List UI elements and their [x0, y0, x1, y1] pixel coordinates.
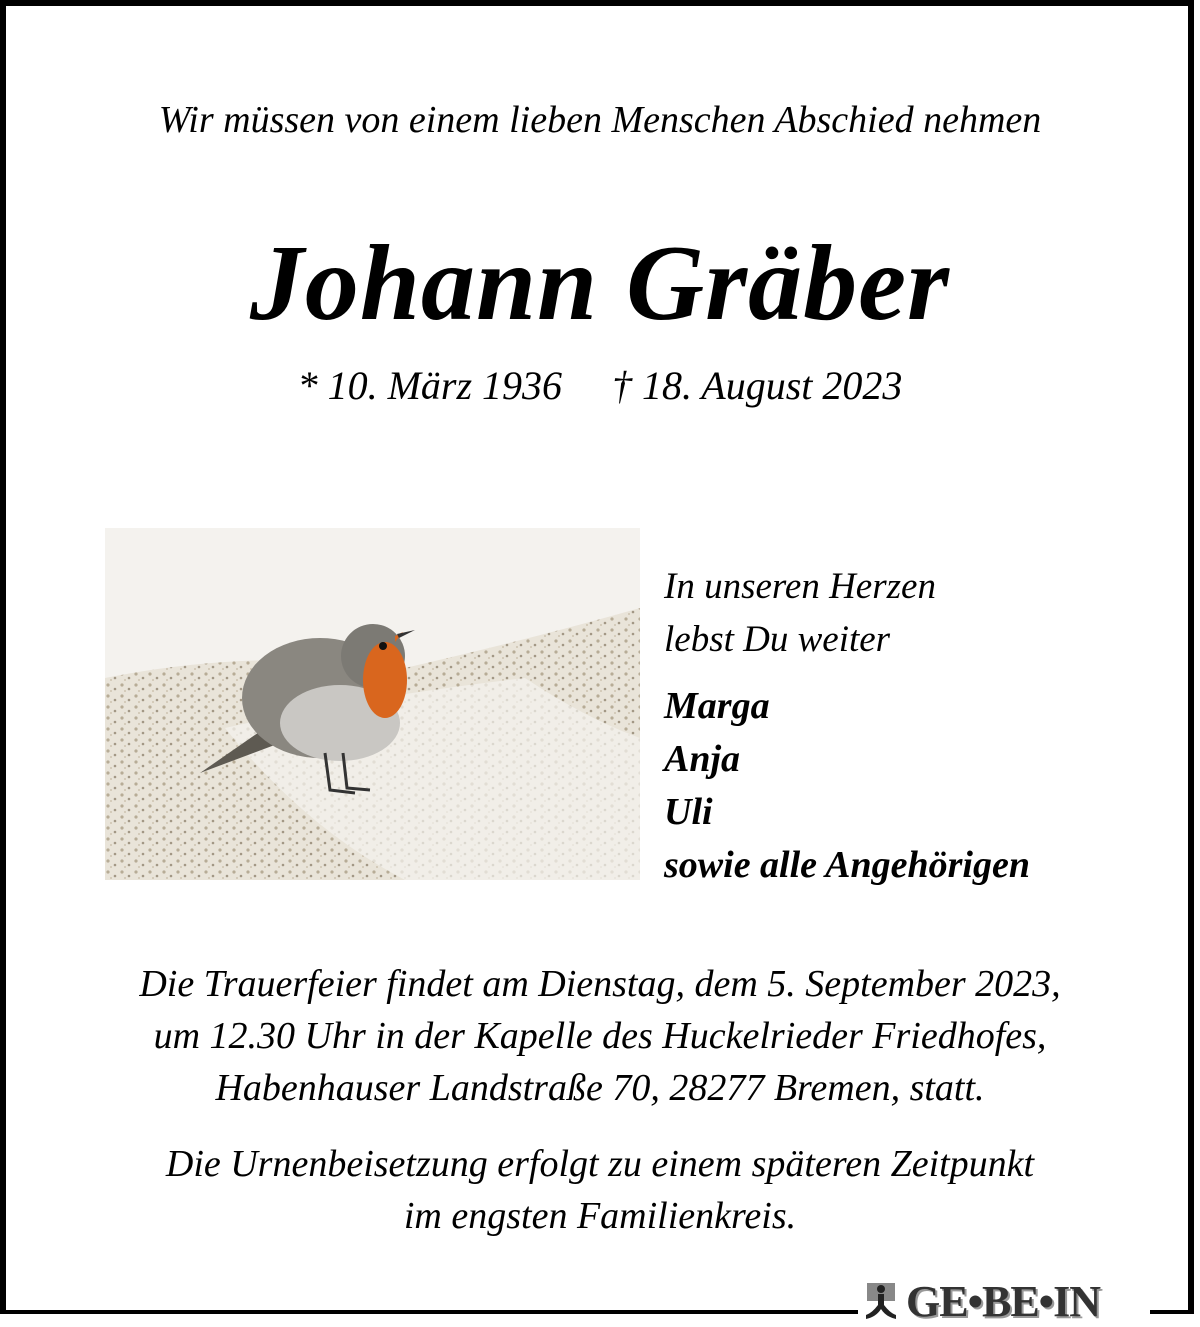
robin-photo — [105, 528, 640, 880]
urn-line: Die Urnenbeisetzung erfolgt zu einem späteren Zeitpunkt — [165, 1143, 1035, 1185]
life-dates — [0, 362, 1200, 409]
death-date: † 18. August 2023 — [612, 363, 903, 408]
bottom-border-right — [1150, 1310, 1194, 1314]
intro-text: Wir müssen von einem lieben Menschen Abschied nehmen — [158, 99, 1042, 141]
motto-line: lebst Du weiter — [664, 619, 891, 660]
mourner: Uli — [664, 791, 713, 833]
ceremony-line: Die Trauerfeier findet am Dienstag, dem 5. September 2023, — [139, 963, 1061, 1005]
bottom-border-left — [0, 1310, 860, 1314]
birth-date: * 10. März 1936 — [297, 363, 563, 408]
logo-text: GE•BE•IN — [906, 1276, 1100, 1326]
mourners-list — [664, 680, 1030, 892]
mourner: Marga — [664, 685, 770, 727]
ceremony-line: um 12.30 Uhr in der Kapelle des Huckelrieder Friedhofes, — [153, 1015, 1047, 1057]
gebein-logo — [858, 1276, 1106, 1326]
motto-line: In unseren Herzen — [664, 566, 936, 607]
mourner: Anja — [664, 738, 741, 780]
ceremony-line: Habenhauser Landstraße 70, 28277 Bremen, statt. — [215, 1067, 985, 1109]
ceremony-info — [0, 958, 1200, 1114]
motto — [664, 560, 936, 666]
deceased-name: Johann Gräber — [249, 224, 951, 343]
urn-line: im engsten Familienkreis. — [403, 1195, 797, 1237]
logo-mark-icon — [864, 1283, 898, 1319]
urn-info — [0, 1138, 1200, 1242]
mourner: sowie alle Angehörigen — [664, 844, 1030, 886]
